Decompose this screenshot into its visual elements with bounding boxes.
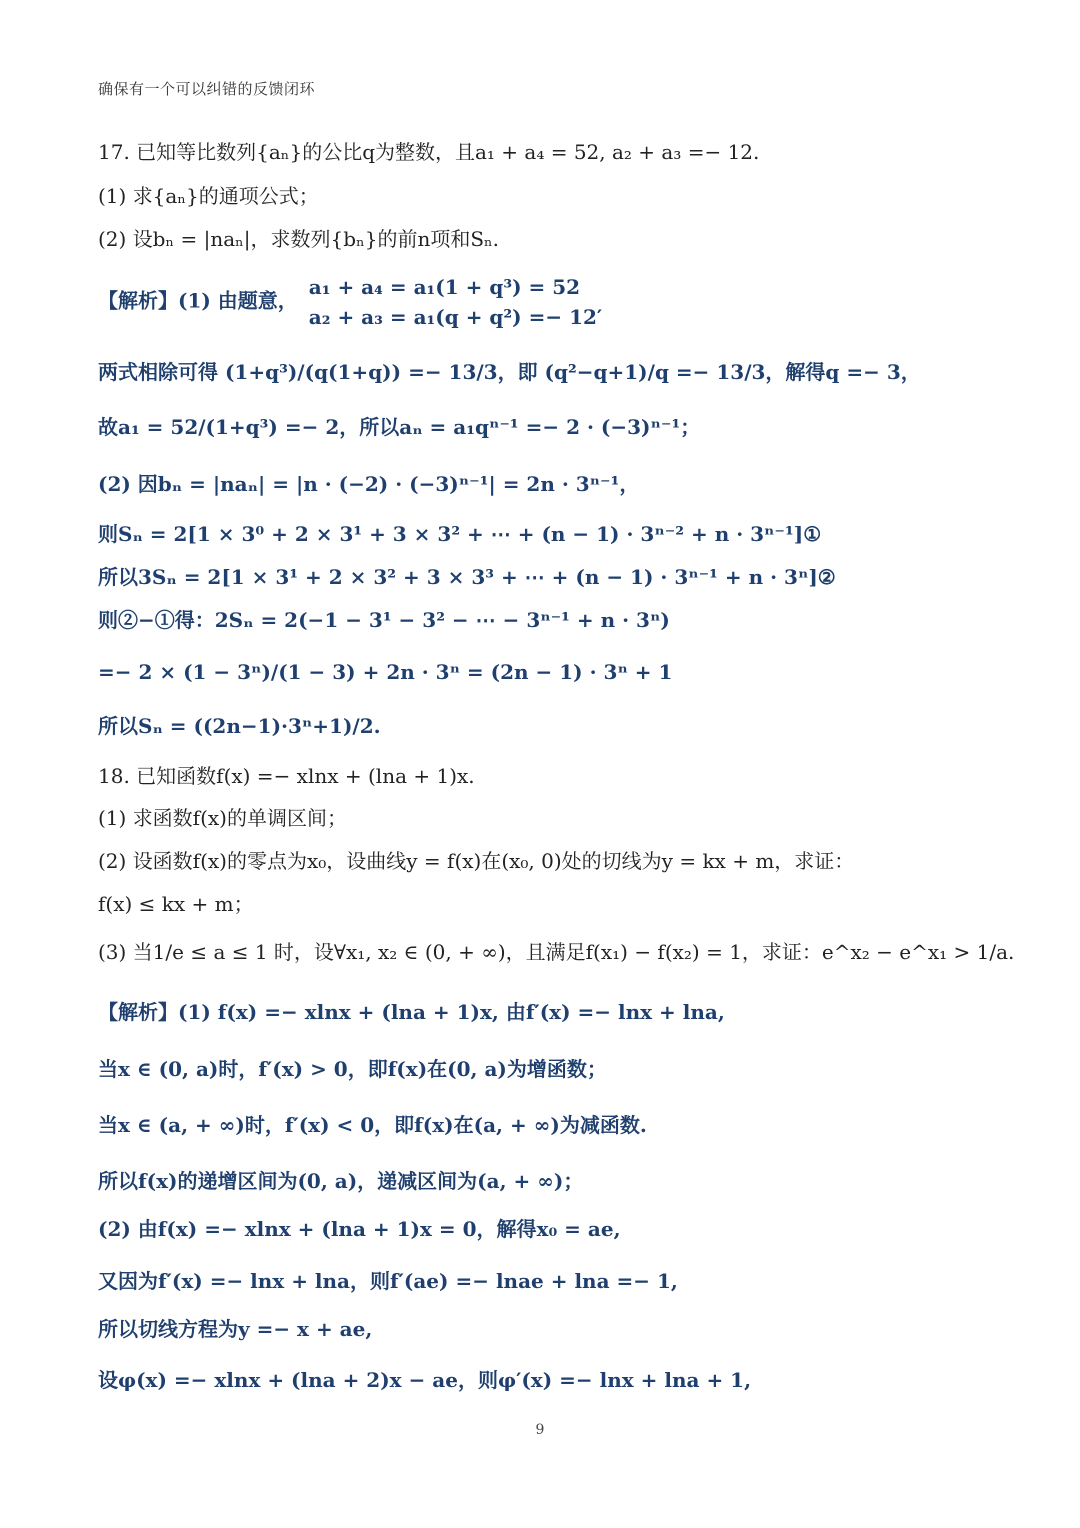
solution-line: 所以3Sₙ = 2[1 × 3¹ + 2 × 3² + 3 × 3³ + ⋯ + (n − 1) · 3ⁿ⁻¹ + n · 3ⁿ]② <box>98 565 836 589</box>
solution-line: 则Sₙ = 2[1 × 3⁰ + 2 × 3¹ + 3 × 3² + ⋯ + (n − 1) · 3ⁿ⁻² + n · 3ⁿ⁻¹]① <box>98 522 822 546</box>
solution-line: 故a₁ = 52/(1+q³) =− 2，所以aₙ = a₁qⁿ⁻¹ =− 2 · (−3)ⁿ⁻¹； <box>98 415 701 439</box>
problem-line: f(x) ≤ kx + m； <box>98 892 254 916</box>
solution-line: 当x ∈ (a, + ∞)时，f′(x) < 0，即f(x)在(a, + ∞)为减函数. <box>98 1113 647 1137</box>
problem-line: 17. 已知等比数列{aₙ}的公比q为整数，且a₁ + a₄ = 52, a₂ + a₃ =− 12. <box>98 140 760 164</box>
problem-line: (1) 求{aₙ}的通项公式； <box>98 184 319 208</box>
problem-line: 18. 已知函数f(x) =− xlnx + (lna + 1)x. <box>98 764 475 788</box>
problem-line: (2) 设函数f(x)的零点为x₀，设曲线y = f(x)在(x₀, 0)处的切线为y = kx + m，求证： <box>98 849 855 873</box>
equation-system <box>309 272 602 332</box>
problem-line: (3) 当1/e ≤ a ≤ 1 时，设∀x₁, x₂ ∈ (0, + ∞)，且满足f(x₁) − f(x₂) = 1，求证：e^x₂ − e^x₁ > 1/a. <box>98 940 1015 964</box>
solution-line: 设φ(x) =− xlnx + (lna + 2)x − ae，则φ′(x) =− lnx + lna + 1, <box>98 1368 752 1392</box>
analysis-17-system <box>98 272 602 332</box>
problem-line: (2) 设bₙ = |naₙ|，求数列{bₙ}的前n项和Sₙ. <box>98 227 500 251</box>
equation-row: a₂ + a₃ = a₁(q + q²) =− 12′ <box>308 305 603 329</box>
page-header: 确保有一个可以纠错的反馈闭环 <box>98 80 316 98</box>
analysis-label: 【解析】(1) 由题意， <box>98 288 298 313</box>
solution-line: 【解析】(1) f(x) =− xlnx + (lna + 1)x, 由f′(x) =− lnx + lna, <box>98 1000 725 1024</box>
solution-line: 当x ∈ (0, a)时，f′(x) > 0，即f(x)在(0, a)为增函数； <box>98 1057 607 1081</box>
problem-line: (1) 求函数f(x)的单调区间； <box>98 806 347 830</box>
solution-line: 又因为f′(x) =− lnx + lna，则f′(ae) =− lnae + lna =− 1, <box>98 1269 678 1293</box>
solution-line: 两式相除可得 (1+q³)/(q(1+q)) =− 13/3，即 (q²−q+1)/q =− 13/3，解得q =− 3， <box>98 360 921 384</box>
solution-line: 则②−①得：2Sₙ = 2(−1 − 3¹ − 3² − ⋯ − 3ⁿ⁻¹ + n · 3ⁿ) <box>98 608 670 632</box>
equation-row: a₁ + a₄ = a₁(1 + q³) = 52 <box>308 275 581 299</box>
solution-line: 所以切线方程为y =− x + ae, <box>98 1317 373 1341</box>
solution-line: 所以Sₙ = ((2n−1)·3ⁿ+1)/2. <box>98 714 381 738</box>
solution-line: (2) 由f(x) =− xlnx + (lna + 1)x = 0，解得x₀ = ae, <box>98 1217 621 1241</box>
solution-line: =− 2 × (1 − 3ⁿ)/(1 − 3) + 2n · 3ⁿ = (2n − 1) · 3ⁿ + 1 <box>98 660 673 684</box>
page-number: 9 <box>535 1422 545 1438</box>
solution-line: (2) 因bₙ = |naₙ| = |n · (−2) · (−3)ⁿ⁻¹| = 2n · 3ⁿ⁻¹， <box>98 472 640 496</box>
solution-line: 所以f(x)的递增区间为(0, a)，递减区间为(a, + ∞)； <box>98 1169 584 1193</box>
